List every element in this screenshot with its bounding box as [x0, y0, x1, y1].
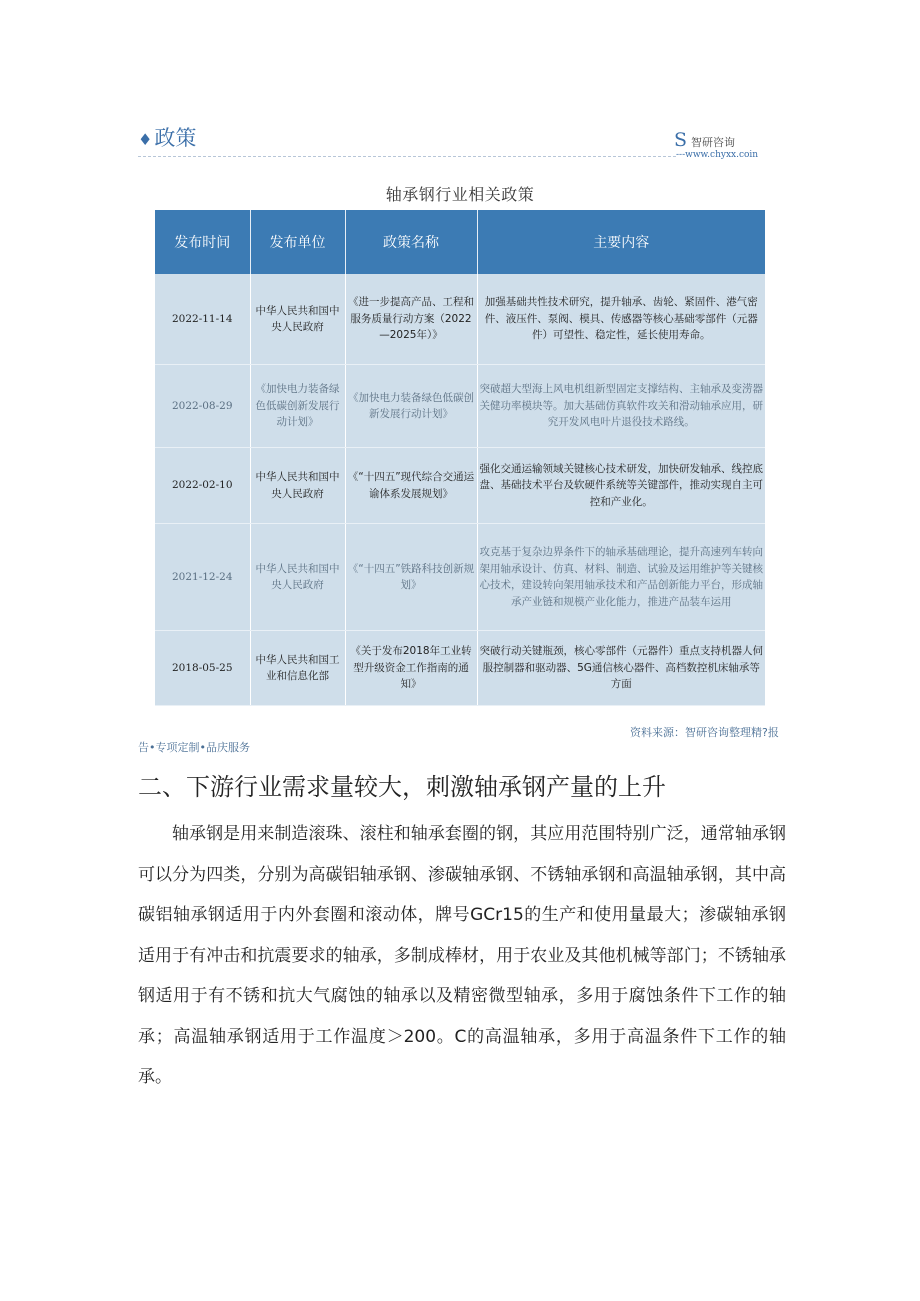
- cell-policy: 《关于发布2018年工业转型升级资金工作指南的通知》: [345, 631, 477, 706]
- cell-policy: 《进一步提高产品、工程和服务质量行动方案（2022—2025年）》: [345, 274, 477, 365]
- section-heading: 二、下游行业需求量较大，刺激轴承钢产量的上升: [138, 773, 666, 801]
- header-divider: [138, 156, 676, 157]
- site-url: ---www.chyxx.coin: [676, 150, 759, 160]
- column-header-content: 主要内容: [477, 210, 765, 274]
- table-row: [155, 524, 765, 631]
- cell-issuer: 中华人民共和国中央人民政府: [250, 448, 345, 524]
- cell-content: 突破行动关键瓶颈，核心零部件（元器件）重点支持机器人伺服控制器和驱动器、5G通信核心器件、高档数控机床轴承等方面: [477, 631, 765, 706]
- cell-date: 2022-11-14: [155, 274, 250, 365]
- table-row: [155, 365, 765, 448]
- cell-issuer: 《加快电力装备绿色低碳创新发展行动计划》: [250, 365, 345, 448]
- cell-date: 2022-02-10: [155, 448, 250, 524]
- cell-date: 2022-08-29: [155, 365, 250, 448]
- logo-letter: S: [674, 129, 688, 151]
- cell-issuer: 中华人民共和国中央人民政府: [250, 274, 345, 365]
- source-note: 资料来源：智研咨询整理精?报: [630, 726, 779, 739]
- cell-issuer: 中华人民共和国工业和信息化部: [250, 631, 345, 706]
- table-header-row: [155, 210, 765, 274]
- cell-date: 2021-12-24: [155, 524, 250, 631]
- cell-content: 攻克基于复杂边界条件下的轴承基础理论，提升高速列车转向架用轴承设计、仿真、材料、制造、试验及运用维护等关键核心技术，建设转向架用轴承技术和产品创新能力平台，形成轴承产业链和规模产业化能力，推进产品装车运用: [477, 524, 765, 631]
- section-label-text: 政策: [154, 126, 197, 150]
- table-row: [155, 274, 765, 365]
- column-header-issuer: 发布单位: [250, 210, 345, 274]
- cell-content: 突破超大型海上风电机组新型固定支撑结构、主轴承及变涝器关健功率模块等。加大基础仿真软件攻关和滑动轴承应用，研究开发风电叶片退役技术路线。: [477, 365, 765, 448]
- cell-issuer: 中华人民共和国中央人民政府: [250, 524, 345, 631]
- cell-date: 2018-05-25: [155, 631, 250, 706]
- column-header-policy: 政策名称: [345, 210, 477, 274]
- service-tagline: 告•专项定制•品庆服务: [138, 741, 250, 754]
- cell-policy: 《“十四五”现代综合交通运谕体系发展规划》: [345, 448, 477, 524]
- cell-content: 强化交通运输领域关键核心技术研发，加快研发轴承、线控底盘、基础技术平台及软硬件系统等关键部件，推动实现自主可控和产业化。: [477, 448, 765, 524]
- table-row: [155, 631, 765, 706]
- cell-policy: 《“十四五”铁路科技创新规划》: [345, 524, 477, 631]
- cell-policy: 《加快电力装备绿色低碳创新发展行动计划》: [345, 365, 477, 448]
- cell-content: 加强基础共性技术研究，提升轴承、齿轮、紧固件、港气密件、液压件、泵阀、模具、传感器等核心基础零部件（元器件）可望性、稳定性，延长使用寿命。: [477, 274, 765, 365]
- column-header-date: 发布时间: [155, 210, 250, 274]
- policy-table: [155, 210, 765, 706]
- section-label: [138, 124, 196, 154]
- logo-text: 智研咨询: [691, 136, 736, 149]
- table-title: 轴承钢行业相关政策: [385, 185, 535, 204]
- table-row: [155, 448, 765, 524]
- diamond-icon: ♦: [138, 130, 153, 149]
- body-paragraph: 轴承钢是用来制造滚珠、滚柱和轴承套圈的钢，其应用范围特别广泛，通常轴承钢可以分为四类，分别为高碳铝轴承钢、渗碳轴承钢、不锈轴承钢和高温轴承钢，其中高碳铝轴承钢适用于内外套圈和滚动体，牌号GCr15的生产和使用量最大；渗碳轴承钢适用于有冲击和抗震要求的轴承，多制成棒材，用于农业及其他机械等部门；不锈轴承钢适用于有不锈和抗大气腐蚀的轴承以及精密微型轴承，多用于腐蚀条件下工作的轴承；高温轴承钢适用于工作温度＞200。C的高温轴承，多用于高温条件下工作的轴承。: [138, 824, 786, 1087]
